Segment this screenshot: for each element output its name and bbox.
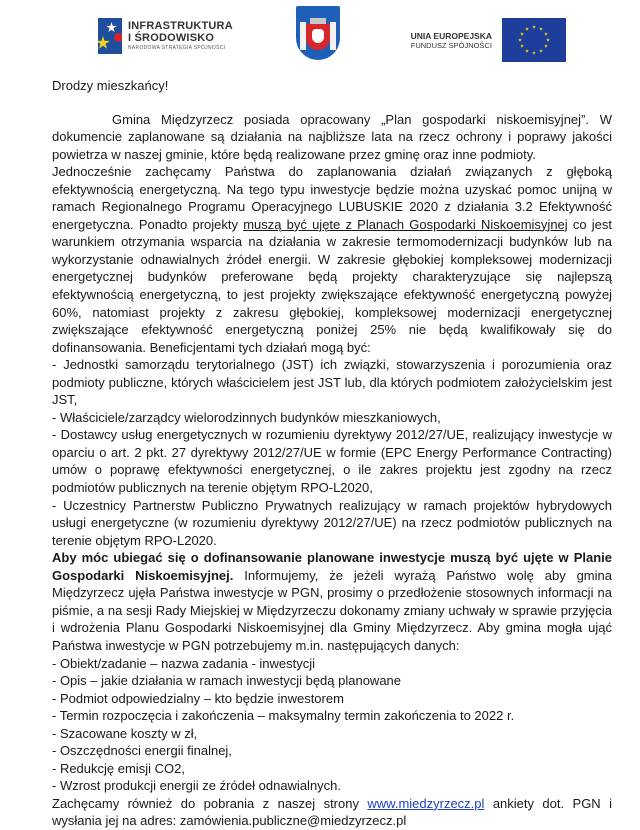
letter-body [52,77,612,830]
beneficiary-item: - Właściciele/zarządcy wielorodzinnych budynków mieszkaniowych, [52,409,441,425]
paragraph-requirements: Aby móc ubiegać się o dofinansowanie planowane inwestycje muszą być ujęte w Planie Gospodarki Niskoemisyjnej. Informujemy, że jeżeli wyrażą Państwo wolę aby gmina Międzyrzecz ujęła Państwa inwestycje w PGN, prosimy o przedłożenie stosownych informacji na piśmie, a na sesji Rady Miejskiej w Międzyrzeczu dokonamy zmiany uchwały w sprawie przyjęcia i wdrożenia Planu Gospodarki Niskoemisyjnej dla Gminy Międzyrzecz. Aby gmina mogła ująć Państwa inwestycje w PGN potrzebujemy m.in. następujących danych: [52,550,612,653]
website-link[interactable]: www.miedzyrzecz.pl [367,795,485,811]
logo-left-line3: NARODOWA STRATEGIA SPÓJNOŚCI [128,45,226,51]
city-coat-of-arms-icon [290,4,348,62]
data-item: - Podmiot odpowiedzialny – kto będzie inwestorem [52,690,344,706]
stars-flag-icon [98,18,122,54]
bold-notice: Aby móc ubiegać się o dofinansowanie planowane inwestycje muszą być ujęte w Planie Gospodarki Niskoemisyjnej. [52,550,612,583]
greeting: Drodzy mieszkańcy! [52,78,169,93]
logo-right-line2: FUNDUSZ SPÓJNOŚCI [410,41,492,50]
logo-right-line1: UNIA EUROPEJSKA [410,31,492,41]
infrastruktura-logo [98,14,258,58]
data-item: - Wzrost produkcji energii ze źródeł odnawialnych. [52,778,342,794]
data-item: - Obiekt/zadanie – nazwa zadania - inwestycji [52,655,316,671]
eu-cohesion-fund-logo [402,14,572,62]
data-item: - Szacowane koszty w zł, [52,725,198,741]
data-item: - Oszczędności energii finalnej, [52,743,232,759]
beneficiary-item: - Uczestnicy Partnerstw Publiczno Prywatnych realizujący w ramach projektów hybrydowych usługi energetyczne (w rozumieniu dyrektywy 2012/27/UE) na rzecz podmiotów publicznych na terenie objętym RPO-L2020. [52,497,612,548]
data-item: - Redukcję emisji CO2, [52,760,185,776]
document-header [0,0,640,68]
paragraph-intro: Gmina Międzyrzecz posiada opracowany „Plan gospodarki niskoemisyjnej”. W dokumencie zaplanowane są działania na najbliższe lata na rzecz ochrony i poprawy jakości powietrza w naszej gminie, które będą realizowane przez gminę oraz inne podmioty. [52,111,612,162]
data-item: - Opis – jakie działania w ramach inwestycji będą planowane [52,673,402,689]
beneficiary-item: - Jednostki samorządu terytorialnego (JST) ich związki, stowarzyszenia i porozumienia oraz podmioty publiczne, których właścicielem jest JST lub, dla których podmiotem założycielskim jest JST, [52,357,612,408]
logo-left-line1: INFRASTRUKTURA [128,20,233,32]
paragraph-funding: Jednocześnie zachęcamy Państwa do zaplanowania działań związanych z głęboką efektywnością energetyczną. Na tego typu inwestycje będzie można uzyskać pomoc unijną w ramach Regionalnego Programu Operacyjnego LUBUSKIE 2020 z działania 3.2 Efektywność energetyczna. Ponadto projekty muszą być ujęte z Planach Gospodarki Niskoemisyjnej co jest warunkiem otrzymania wsparcia na działania w zakresie termomodernizacji budynków lub na wykorzystanie odnawialnych źródeł energii. W zakresie głębokiej kompleksowej modernizacji energetycznej budynków preferowane będą projekty charakteryzujące się najlepszą efektywnością energetyczną, to jest projekty zwiększające efektywność energetyczną powyżej 60%, natomiast projekty z zakresu głębokiej, kompleksowej modernizacji energetycznej zwiększające efektywność energetyczną poniżej 25% nie będą kwalifikowały się do dofinansowania. Beneficjentami tych działań mogą być: [52,164,613,355]
eu-flag-icon [502,18,566,62]
paragraph-closing: Zachęcamy również do pobrania z naszej strony www.miedzyrzecz.pl ankiety dot. PGN i wysłania jej na adres: zamówienia.publiczne@miedzyrzecz.pl [52,795,612,829]
underlined-requirement: muszą być ujęte z Planach Gospodarki Niskoemisyjnej [243,216,568,232]
beneficiary-item: - Dostawcy usług energetycznych w rozumieniu dyrektywy 2012/27/UE, realizujący inwestycje w oparciu o art. 2 pkt. 27 dyrektywy 2012/27/UE w formie (EPC Energy Performance Contracting) umów o poprawę efektywności energetycznej, o ile zakres projektu jest zgodny na rzecz podmiotów publicznych na terenie objętym RPO-L2020, [52,427,612,496]
logo-left-line2: I ŚRODOWISKO [128,32,215,44]
data-item: - Termin rozpoczęcia i zakończenia – maksymalny termin zakończenia to 2022 r. [52,708,515,724]
